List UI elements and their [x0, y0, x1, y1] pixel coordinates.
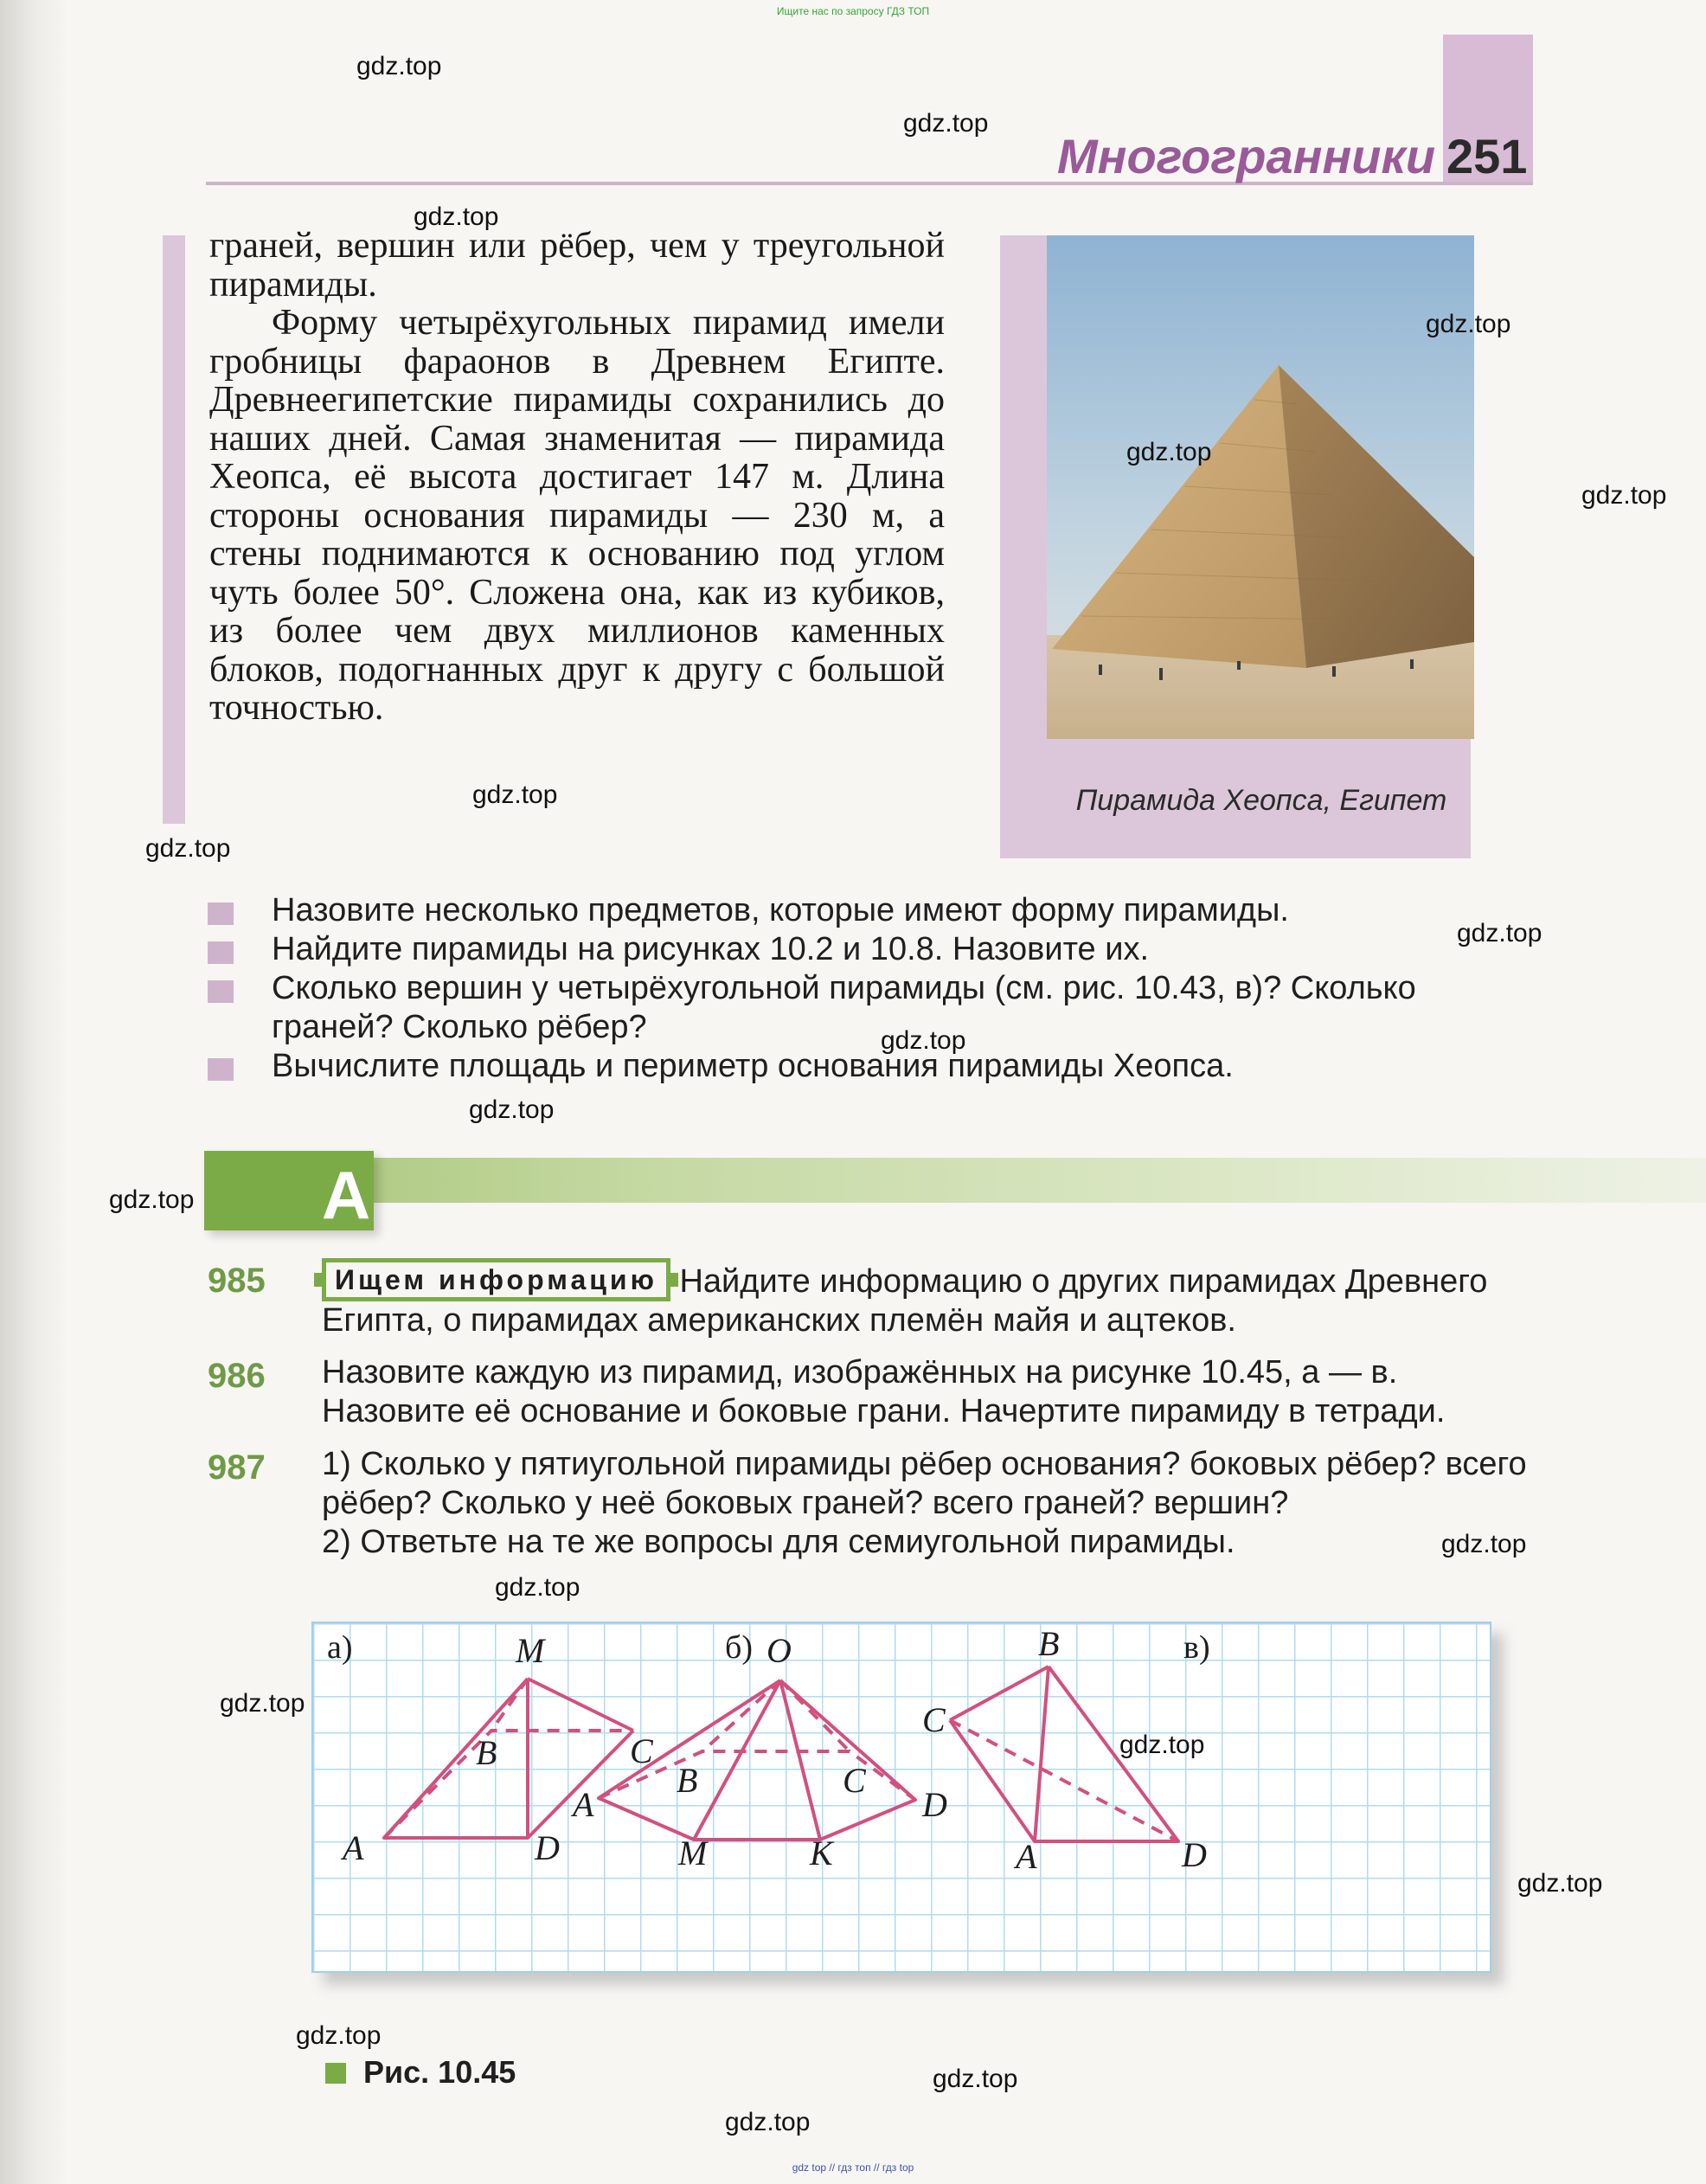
question-text: Найдите пирамиды на рисунках 10.2 и 10.8. Назовите их.	[272, 931, 1150, 967]
vertex-label: B	[677, 1761, 698, 1800]
vertex-label: A	[573, 1785, 594, 1824]
watermark-text: gdz.top	[1517, 1869, 1603, 1898]
question-text: Назовите несколько предметов, которые имеют форму пирамиды.	[272, 892, 1289, 928]
vertex-label: D	[922, 1785, 947, 1824]
watermark-text: gdz.top	[220, 1689, 305, 1718]
figure-caption: Рис. 10.45	[363, 2054, 516, 2090]
exercise-part: 1) Сколько у пятиугольной пирамиды рёбер основания? боковых рёбер? всего рёбер? Сколько у неё боковых граней? всего граней? вершин?	[322, 1446, 1527, 1521]
watermark-text: gdz.top	[933, 2065, 1018, 2093]
figure-caption-mark	[325, 2063, 346, 2084]
watermark-text: gdz.top	[1457, 919, 1542, 947]
page-binding-shadow	[0, 0, 69, 2184]
question-text: Сколько вершин у четырёхугольной пирамиды (см. рис. 10.43, в)? Сколько граней? Сколько рёбер?	[272, 970, 1416, 1045]
section-letter: А	[321, 1157, 371, 1233]
vertex-label: M	[516, 1631, 545, 1670]
question-item	[204, 1047, 1536, 1086]
exercise-text: Назовите каждую из пирамид, изображённых на рисунке 10.45, а — в. Назовите её основание и боковые грани. Начертите пирамиду в тетради.	[322, 1354, 1446, 1429]
watermark-text: gdz.top	[903, 109, 989, 138]
watermark-text: gdz.top	[469, 1095, 555, 1124]
watermark-text: gdz.top	[1441, 1530, 1527, 1558]
watermark-text: gdz.top	[495, 1573, 580, 1602]
watermark-text: gdz.top	[414, 202, 499, 231]
vertex-label: B	[1038, 1624, 1060, 1663]
pyramid-a-edges	[384, 1679, 633, 1838]
question-item	[204, 891, 1536, 930]
pyramid-image	[1047, 235, 1474, 739]
page-number: 251	[1446, 129, 1528, 183]
vertex-label: A	[1016, 1837, 1037, 1876]
question-bullet	[208, 980, 234, 1003]
vertex-label: A	[343, 1828, 364, 1867]
watermark-text: gdz.top	[881, 1026, 966, 1055]
watermark-text: gdz.top	[296, 2021, 382, 2050]
vertex-label: O	[766, 1631, 792, 1670]
vertex-label: B	[476, 1733, 497, 1772]
figure-10-45	[311, 1622, 1491, 1973]
panel-label-a: а)	[327, 1629, 353, 1666]
vertex-label: K	[810, 1834, 833, 1872]
exercise-number: 987	[208, 1449, 266, 1487]
section-band	[204, 1158, 1706, 1203]
pyramid-edges	[313, 1623, 1490, 1971]
watermark-text: gdz.top	[1119, 1731, 1205, 1759]
watermark-text: gdz.top	[472, 780, 558, 809]
top-note: Ищите нас по запросу ГДЗ ТОП	[776, 5, 930, 17]
question-list	[204, 891, 1536, 1086]
vertex-label: C	[922, 1700, 946, 1739]
bottom-note: gdz top // гдз топ // гдз top	[792, 2162, 914, 2174]
chapter-title: Многогранники	[1057, 129, 1436, 183]
vertex-label: C	[843, 1761, 866, 1800]
watermark-text: gdz.top	[1426, 310, 1511, 338]
info-search-label: Ищем информацию	[322, 1258, 670, 1301]
question-text: Вычислите площадь и периметр основания пирамиды Хеопса.	[272, 1048, 1234, 1084]
panel-label-c: в)	[1183, 1629, 1210, 1666]
paragraph: граней, вершин или рёбер, чем у треугольной пирамиды.	[209, 226, 945, 305]
panel-label-b: б)	[725, 1629, 753, 1666]
pyramid-photo	[1047, 235, 1474, 739]
exercise-985-text	[322, 1258, 1536, 1340]
question-bullet	[208, 1058, 234, 1081]
vertex-label: D	[1182, 1835, 1207, 1874]
watermark-text: gdz.top	[725, 2108, 811, 2136]
body-text	[209, 227, 945, 728]
vertex-label: M	[678, 1834, 708, 1872]
exercise-text: Найдите информацию о других пирамидах Древнего Египта, о пирамидах американских племён майя и ацтеков.	[322, 1263, 1488, 1339]
exercise-number: 985	[208, 1262, 266, 1300]
question-item	[204, 969, 1536, 1047]
question-bullet	[208, 941, 234, 964]
vertex-label: C	[630, 1731, 653, 1770]
text-side-bar	[163, 235, 185, 824]
watermark-text: gdz.top	[109, 1185, 195, 1214]
watermark-text: gdz.top	[356, 52, 442, 80]
exercise-987-text	[322, 1445, 1536, 1562]
watermark-text: gdz.top	[1581, 481, 1667, 510]
exercise-part: 2) Ответьте на те же вопросы для семиугольной пирамиды.	[322, 1524, 1235, 1560]
vertex-label: D	[535, 1828, 560, 1867]
paragraph: Форму четырёхугольных пирамид имели гробницы фараонов в Древнем Египте. Древнеегипетские пирамиды сохранились до наших дней. Самая знаменитая — пирамида Хеопса, её высота достигает 147 м. Длина стороны основания пирамиды — 230 м, а стены поднимаются к основанию под углом чуть более 50°. Сложена она, как из кубиков, из более чем двух миллионов каменных блоков, подогнанных друг к другу с большой точностью.	[209, 303, 945, 728]
question-item	[204, 930, 1536, 969]
exercise-number: 986	[208, 1357, 266, 1395]
watermark-text: gdz.top	[145, 834, 231, 863]
photo-caption: Пирамида Хеопса, Египет	[1075, 784, 1447, 817]
question-bullet	[208, 903, 234, 925]
watermark-text: gdz.top	[1126, 438, 1212, 466]
